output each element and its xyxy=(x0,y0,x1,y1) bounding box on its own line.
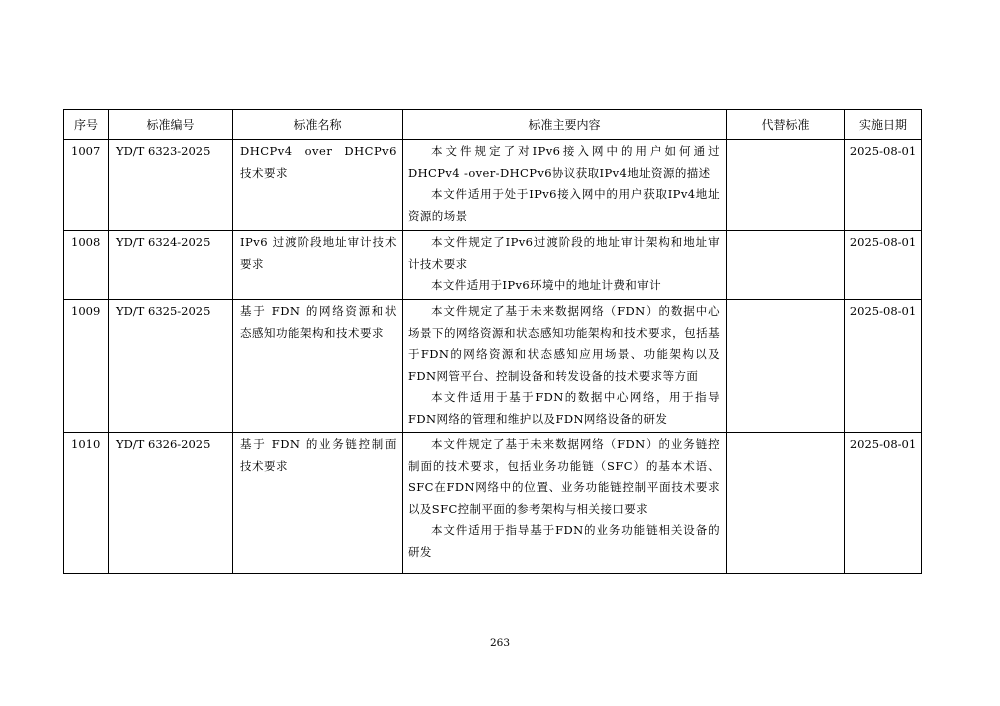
cell-code: YD/T 6323-2025 xyxy=(109,140,233,231)
cell-name: 基于 FDN 的业务链控制面技术要求 xyxy=(233,433,403,574)
content-paragraph: 本文件适用于基于FDN的数据中心网络，用于指导FDN网络的管理和维护以及FDN网络设备的研发 xyxy=(408,390,720,426)
cell-content xyxy=(403,433,727,574)
content-paragraph: 本文件规定了基于未来数据网络（FDN）的数据中心场景下的网络资源和状态感知功能架构和技术要求，包括基于FDN的网络资源和状态感知应用场景、功能架构以及FDN网管平台、控制设备和转发设备的技术要求等方面 xyxy=(408,304,720,383)
cell-replaces xyxy=(727,231,845,300)
cell-date: 2025-08-01 xyxy=(845,433,922,574)
table-row xyxy=(64,140,922,231)
content-paragraph: 本文件规定了对IPv6接入网中的用户如何通过DHCPv4 -over-DHCPv6协议获取IPv4地址资源的描述 xyxy=(408,144,720,180)
cell-name: IPv6 过渡阶段地址审计技术要求 xyxy=(233,231,403,300)
cell-replaces xyxy=(727,300,845,433)
content-paragraph: 本文件适用于指导基于FDN的业务功能链相关设备的研发 xyxy=(408,523,720,559)
table-row xyxy=(64,300,922,433)
table-header-row xyxy=(64,110,922,140)
table-row xyxy=(64,433,922,574)
cell-code: YD/T 6324-2025 xyxy=(109,231,233,300)
content-paragraph: 本文件适用于IPv6环境中的地址计费和审计 xyxy=(431,278,661,292)
page-number: 263 xyxy=(489,637,511,649)
cell-date: 2025-08-01 xyxy=(845,300,922,433)
header-content: 标准主要内容 xyxy=(403,110,727,140)
header-replaces: 代替标准 xyxy=(727,110,845,140)
cell-replaces xyxy=(727,140,845,231)
cell-content xyxy=(403,231,727,300)
standards-table xyxy=(63,109,922,574)
cell-content xyxy=(403,140,727,231)
cell-code: YD/T 6326-2025 xyxy=(109,433,233,574)
header-name: 标准名称 xyxy=(233,110,403,140)
cell-seq: 1007 xyxy=(64,140,109,231)
cell-date: 2025-08-01 xyxy=(845,140,922,231)
cell-content xyxy=(403,300,727,433)
cell-seq: 1010 xyxy=(64,433,109,574)
cell-name: DHCPv4 over DHCPv6 技术要求 xyxy=(233,140,403,231)
cell-date: 2025-08-01 xyxy=(845,231,922,300)
cell-name: 基于 FDN 的网络资源和状态感知功能架构和技术要求 xyxy=(233,300,403,433)
cell-seq: 1008 xyxy=(64,231,109,300)
content-paragraph: 本文件规定了基于未来数据网络（FDN）的业务链控制面的技术要求，包括业务功能链（SFC）的基本术语、SFC在FDN网络中的位置、业务功能链控制平面技术要求以及SFC控制平面的参考架构与相关接口要求 xyxy=(408,437,720,516)
content-paragraph: 本文件规定了IPv6过渡阶段的地址审计架构和地址审计技术要求 xyxy=(408,235,720,271)
header-code: 标准编号 xyxy=(109,110,233,140)
cell-replaces xyxy=(727,433,845,574)
table-row xyxy=(64,231,922,300)
header-date: 实施日期 xyxy=(845,110,922,140)
cell-seq: 1009 xyxy=(64,300,109,433)
cell-code: YD/T 6325-2025 xyxy=(109,300,233,433)
header-seq: 序号 xyxy=(64,110,109,140)
content-paragraph: 本文件适用于处于IPv6接入网中的用户获取IPv4地址资源的场景 xyxy=(408,187,720,223)
